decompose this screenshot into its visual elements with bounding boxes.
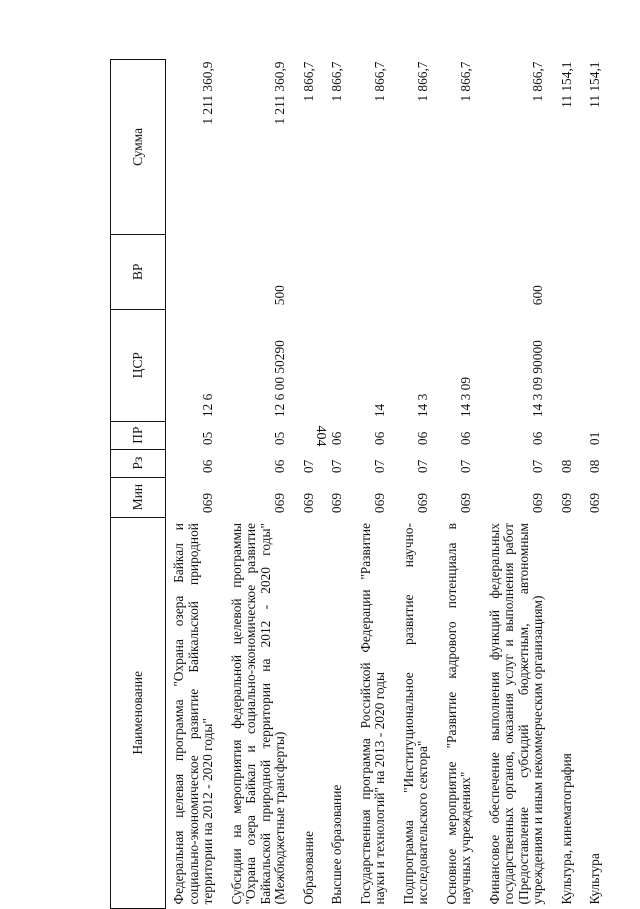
table-row: [296, 60, 325, 909]
row-vr: [166, 234, 224, 309]
row-rz: 07: [530, 459, 545, 474]
row-rz: 08: [558, 459, 574, 474]
row-rz: 07: [372, 459, 387, 474]
row-rz: 06: [200, 459, 215, 474]
row-pr: 06: [329, 431, 344, 446]
row-name: Подпрограмма "Институциональное развитие научно-исследовательского сектора": [400, 523, 430, 905]
row-sum: 1 211 360,9: [272, 61, 287, 125]
row-rz: 08: [587, 459, 602, 474]
row-sum: 1 866,7: [329, 61, 344, 102]
row-csr: [554, 309, 583, 421]
row-sum: 11 154,1: [587, 61, 602, 108]
row-vr: 600: [530, 285, 545, 306]
row-rz: 07: [458, 459, 473, 474]
row-min: 069: [329, 492, 344, 514]
row-pr: 05: [272, 431, 287, 446]
row-pr: [554, 421, 583, 449]
header-min: Мин: [111, 477, 166, 517]
table-row: [554, 60, 583, 909]
row-name: Образование: [300, 831, 316, 905]
budget-table: [110, 59, 607, 909]
row-csr: 14: [372, 403, 387, 418]
table-row: [353, 60, 396, 909]
row-pr: 06: [415, 431, 430, 446]
row-name: Финансовое обеспечение выполнения функций федеральных государственных органов, оказания услуг и выполнения работ (Предоставление субсидий бюджетным, автономным учреждениям и иным некоммерческим организациям): [486, 523, 545, 905]
row-csr: 12 6: [200, 393, 215, 418]
row-name: Федеральная целевая программа "Охрана озера Байкал и социально-экономическое развитие Байкальской природной территории на 2012 - 2020 годы": [171, 523, 215, 905]
row-csr: 14 3 09 90000: [530, 340, 545, 418]
row-csr: 14 3: [415, 393, 430, 418]
row-sum: 1 866,7: [458, 61, 473, 102]
row-vr: [396, 234, 439, 309]
row-csr: [296, 309, 325, 421]
row-sum: 11 154,1: [558, 61, 574, 108]
row-min: 069: [372, 492, 387, 514]
row-min: 069: [272, 492, 287, 514]
row-pr: 01: [587, 431, 602, 446]
row-min: 069: [200, 492, 215, 514]
row-rz: 06: [272, 459, 287, 474]
row-vr: [439, 234, 482, 309]
row-min: 069: [530, 492, 545, 514]
row-name: Культура: [587, 853, 602, 905]
row-rz: 07: [300, 459, 316, 474]
row-min: 069: [558, 492, 574, 514]
row-name: Субсидии на мероприятия федеральной целевой программы "Охрана озера Байкал и социально-экономическое развитие Байкальской природной территории на 2012 - 2020 годы" (Межбюджетные трансферты): [228, 523, 287, 905]
row-vr: [324, 234, 353, 309]
row-min: 069: [587, 492, 602, 514]
row-sum: 1 866,7: [415, 61, 430, 102]
row-pr: 06: [530, 431, 545, 446]
table-header-row: [111, 60, 166, 909]
row-csr: [582, 309, 607, 421]
row-csr: [324, 309, 353, 421]
header-vr: ВР: [111, 234, 166, 309]
header-pr: ПР: [111, 421, 166, 449]
row-min: 069: [458, 492, 473, 514]
row-vr: [554, 234, 583, 309]
row-pr: 06: [372, 431, 387, 446]
table-row: [439, 60, 482, 909]
header-rz: Рз: [111, 449, 166, 477]
row-vr: [353, 234, 396, 309]
row-csr: 14 3 09: [458, 376, 473, 418]
row-rz: 07: [329, 459, 344, 474]
row-name: Основное мероприятие "Развитие кадрового потенциала в научных учреждениях": [443, 523, 473, 905]
row-min: 069: [300, 492, 316, 514]
row-vr: [582, 234, 607, 309]
table-row: [324, 60, 353, 909]
row-sum: 1 866,7: [300, 61, 316, 102]
row-pr: 05: [200, 431, 215, 446]
row-rz: 07: [415, 459, 430, 474]
row-pr: 06: [458, 431, 473, 446]
row-name: Высшее образование: [329, 784, 344, 905]
table-row: [166, 60, 224, 909]
row-min: 069: [415, 492, 430, 514]
row-sum: 1 211 360,9: [200, 61, 215, 125]
table-row: [482, 60, 554, 909]
row-name: Культура, кинематография: [558, 753, 574, 905]
budget-table-container: [110, 59, 602, 909]
row-vr: 500: [272, 285, 287, 306]
table-row: [582, 60, 607, 909]
row-sum: 1 866,7: [530, 61, 545, 102]
header-csr: ЦСР: [111, 309, 166, 421]
row-pr: [296, 421, 328, 449]
header-sum: Сумма: [111, 60, 166, 235]
row-sum: 1 866,7: [372, 61, 387, 102]
page-number: 404: [313, 425, 328, 447]
table-row: [396, 60, 439, 909]
row-vr: [296, 234, 325, 309]
row-name: Государственная программа Российской Федерации "Развитие науки и технологий" на 2013 - 2020 годы: [357, 523, 387, 905]
row-csr: 12 6 00 50290: [272, 340, 287, 418]
table-row: [224, 60, 296, 909]
header-name: Наименование: [111, 517, 166, 908]
